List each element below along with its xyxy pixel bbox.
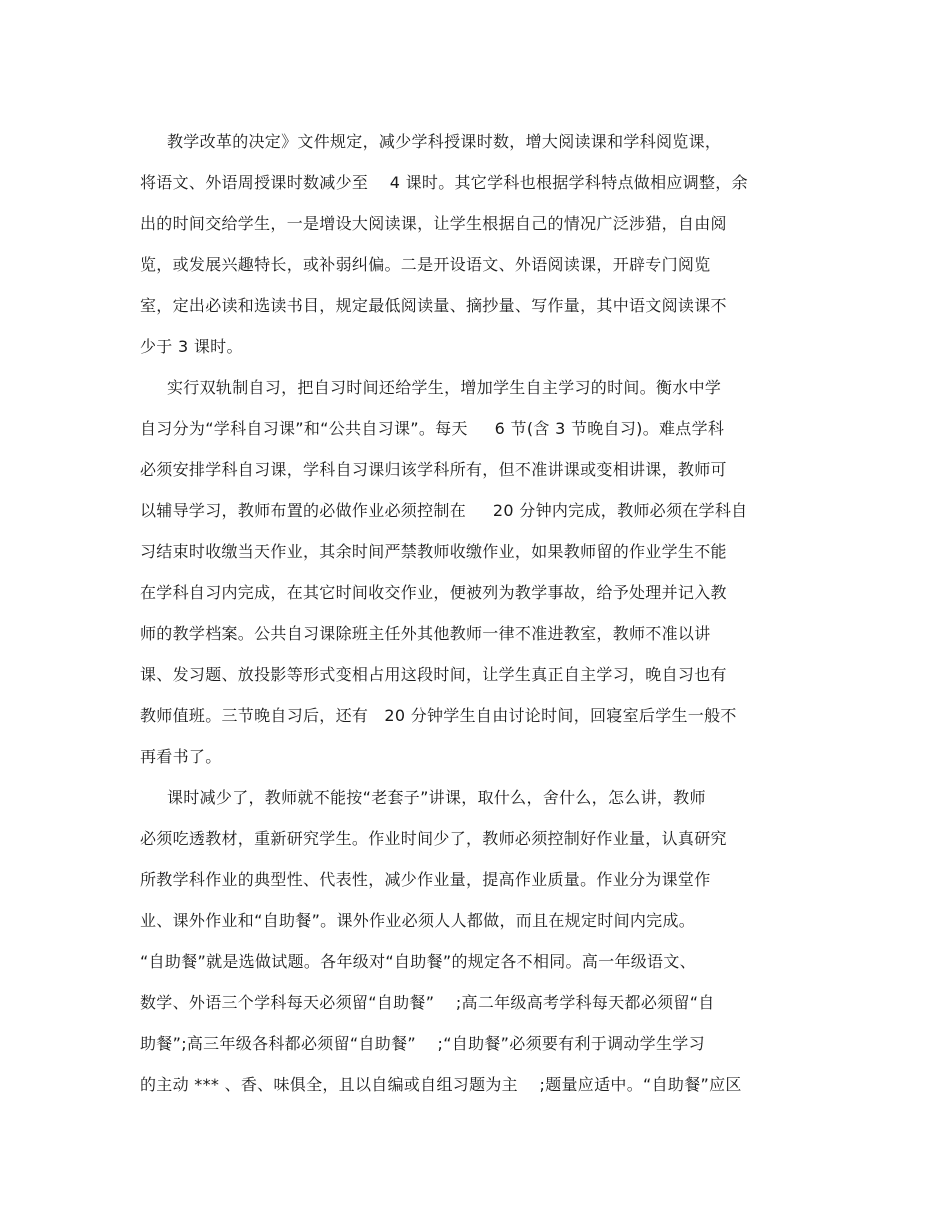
- text-line: 在学科自习内完成，在其它时间收交作业，便被列为教学事故，给予处理并记入教: [140, 583, 727, 602]
- text-line: 师的教学档案。公共自习课除班主任外其他教师一律不准进教室，教师不准以讲: [140, 624, 711, 643]
- text-line: 教学改革的决定》文件规定，减少学科授课时数，增大阅读课和学科阅览课，: [167, 132, 722, 151]
- text-line: 将语文、外语周授课时数减少至 4 课时。其它学科也根据学科特点做相应调整，余: [140, 173, 748, 192]
- text-line: 出的时间交给学生，一是增设大阅读课，让学生根据自己的情况广泛涉猎，自由阅: [140, 214, 727, 233]
- text-line: 所教学科作业的典型性、代表性，减少作业量，提高作业质量。作业分为课堂作: [140, 870, 711, 889]
- text-line: 业、课外作业和“自助餐”。课外作业必须人人都做，而且在规定时间内完成。: [140, 911, 696, 930]
- text-line: 必须吃透教材，重新研究学生。作业时间少了，教师必须控制好作业量，认真研究: [140, 829, 727, 848]
- text-line: “自助餐”就是选做试题。各年级对“自助餐”的规定各不相同。高一年级语文、: [140, 952, 696, 971]
- text-line: 课时减少了，教师就不能按“老套子”讲课，取什么，舍什么，怎么讲，教师: [167, 788, 706, 807]
- text-line: 习结束时收缴当天作业，其余时间严禁教师收缴作业，如果教师留的作业学生不能: [140, 542, 727, 561]
- text-line: 的主动 *** 、香、味俱全，且以自编或自组习题为主 ;题量应适中。“自助餐”应区: [140, 1075, 742, 1094]
- text-line: 助餐”;高三年级各科都必须留“自助餐” ;“自助餐”必须要有利于调动学生学习: [140, 1034, 705, 1053]
- text-line: 少于 3 课时。: [140, 337, 243, 356]
- text-line: 以辅导学习，教师布置的必做作业必须控制在 20 分钟内完成，教师必须在学科自: [140, 501, 748, 520]
- text-line: 自习分为“学科自习课”和“公共自习课”。每天 6 节(含 3 节晚自习)。难点学科: [140, 419, 725, 438]
- text-line: 览，或发展兴趣特长，或补弱纠偏。二是开设语文、外语阅读课，开辟专门阅览: [140, 255, 711, 274]
- text-line: 教师值班。三节晚自习后，还有 20 分钟学生自由讨论时间，回寝室后学生一般不: [140, 706, 737, 725]
- text-line: 课、发习题、放投影等形式变相占用这段时间，让学生真正自主学习，晚自习也有: [140, 665, 727, 684]
- text-line: 再看书了。: [140, 747, 222, 766]
- text-line: 数学、外语三个学科每天必须留“自助餐” ;高二年级高考学科每天都必须留“自: [140, 993, 715, 1012]
- text-line: 实行双轨制自习，把自习时间还给学生，增加学生自主学习的时间。衡水中学: [167, 378, 722, 397]
- text-line: 必须安排学科自习课，学科自习课归该学科所有，但不准讲课或变相讲课，教师可: [140, 460, 727, 479]
- text-line: 室，定出必读和选读书目，规定最低阅读量、摘抄量、写作量，其中语文阅读课不: [140, 296, 727, 315]
